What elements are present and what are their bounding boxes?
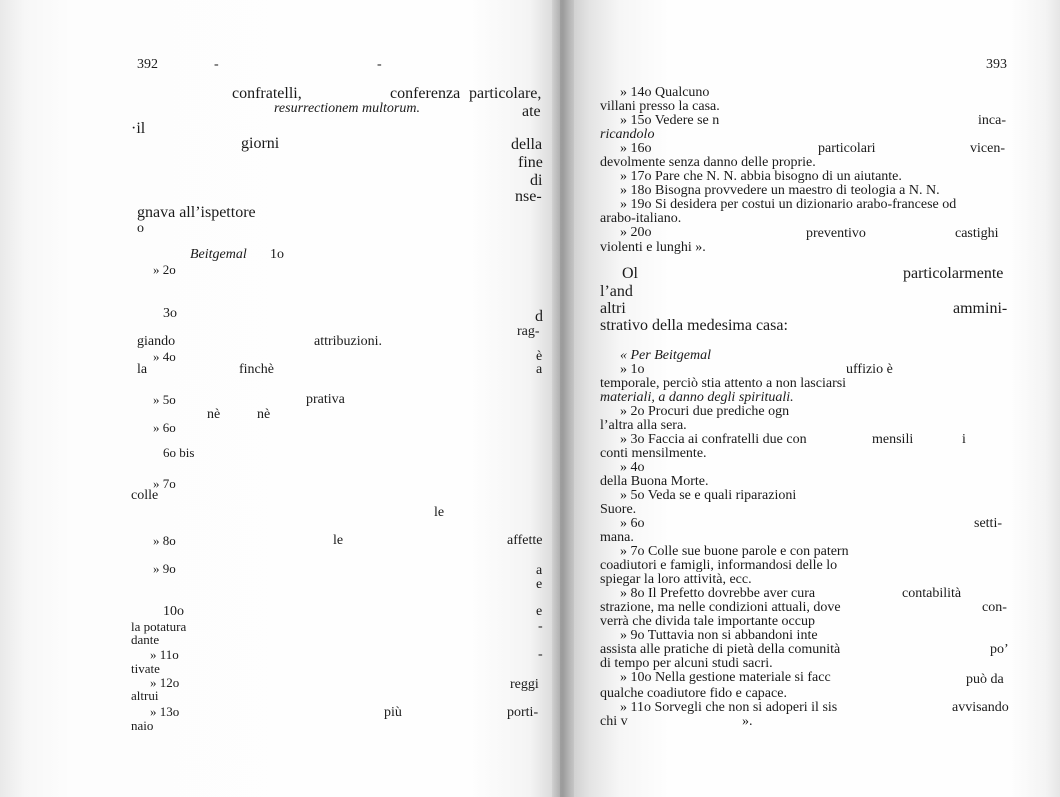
- left-text-line: colle: [131, 488, 159, 503]
- left-text-line: le: [333, 533, 344, 548]
- right-text-line: preventivo: [806, 226, 866, 241]
- left-text-line: prativa: [306, 392, 345, 407]
- right-text-line: strazione, ma nelle condizioni attuali, dove: [600, 600, 841, 615]
- left-text-line: porti-: [507, 705, 539, 720]
- right-text-line: » 8o Il Prefetto dovrebbe aver cura: [620, 586, 816, 601]
- left-text-line: e: [536, 604, 543, 619]
- left-text-line: -: [214, 57, 219, 72]
- left-text-line: la: [137, 362, 148, 377]
- left-text-line: » 8o: [153, 533, 176, 548]
- left-text-line: resurrectionem multorum.: [274, 101, 420, 116]
- left-text-line: altrui: [131, 688, 159, 703]
- right-text-line: » 18o Bisogna provvedere un maestro di teologia a N. N.: [620, 183, 940, 198]
- gutter-shadow: [552, 0, 574, 797]
- left-text-line: ·il: [131, 120, 146, 137]
- right-text-line: della Buona Morte.: [600, 474, 709, 489]
- right-text-line: violenti e lunghi ».: [600, 240, 706, 255]
- left-text-line: affette: [507, 533, 543, 548]
- right-text-line: temporale, perciò stia attento a non lasciarsi: [600, 376, 847, 391]
- right-text-line: » 17o Pare che N. N. abbia bisogno di un aiutante.: [620, 169, 902, 184]
- right-text-line: » 2o Procuri due prediche ogn: [620, 404, 790, 419]
- left-text-line: -: [538, 647, 543, 662]
- left-text-line: -: [538, 619, 543, 634]
- right-text-line: di tempo per alcuni studi sacri.: [600, 656, 773, 671]
- right-text-line: altri: [600, 300, 626, 317]
- right-text-line: verrà che divida tale importante occup: [600, 614, 815, 629]
- left-text-line: rag-: [517, 324, 540, 339]
- left-text-line: tivate: [131, 661, 160, 676]
- right-text-line: contabilità: [902, 586, 962, 601]
- left-text-line: a: [536, 362, 543, 377]
- left-text-line: è: [536, 349, 543, 364]
- right-text-line: può da: [966, 672, 1004, 687]
- right-text-line: devolmente senza danno delle proprie.: [600, 155, 816, 170]
- right-text-line: ricandolo: [600, 127, 655, 142]
- right-text-line: » 14o Qualcuno: [620, 85, 710, 100]
- right-text-line: » 5o Veda se e quali riparazioni: [620, 488, 797, 503]
- right-text-line: i: [962, 432, 966, 447]
- left-text-line: di: [530, 172, 543, 189]
- right-text-line: materiali, a danno degli spirituali.: [600, 390, 794, 405]
- right-text-line: mensili: [872, 432, 914, 447]
- left-text-line: più: [384, 705, 402, 720]
- right-text-line: » 10o Nella gestione materiale si facc: [620, 670, 831, 685]
- right-text-line: l’and: [600, 283, 633, 300]
- right-text-line: mana.: [600, 530, 634, 545]
- right-text-line: uffizio è: [846, 362, 893, 377]
- right-text-line: particolarmente: [903, 265, 1004, 282]
- left-text-line: 3o: [163, 306, 177, 321]
- left-text-line: » 11o: [150, 647, 179, 662]
- left-text-line: naio: [131, 718, 154, 733]
- right-text-line: Ol: [622, 265, 638, 282]
- right-text-line: ».: [742, 714, 753, 729]
- right-text-line: » 1o: [620, 362, 645, 377]
- left-text-line: ate: [522, 103, 541, 120]
- right-text-line: » 7o Colle sue buone parole e con patern: [620, 544, 849, 559]
- right-text-line: l’altra alla sera.: [600, 418, 687, 433]
- right-text-line: avvisando: [952, 700, 1009, 715]
- right-text-line: particolari: [818, 141, 876, 156]
- left-text-line: 10o: [163, 604, 184, 619]
- right-text-line: » 4o: [620, 460, 645, 475]
- right-text-line: strativo della medesima casa:: [600, 317, 788, 334]
- right-text-line: villani presso la casa.: [600, 99, 720, 114]
- left-text-line: a: [536, 563, 543, 578]
- left-text-line: la potatura: [131, 619, 187, 634]
- left-text-line: nse-: [515, 188, 542, 205]
- left-text-line: 6o bis: [163, 445, 195, 460]
- right-text-line: » 20o: [620, 225, 652, 240]
- left-text-line: o: [137, 221, 144, 236]
- right-text-line: spiegar la loro attività, ecc.: [600, 572, 752, 587]
- left-text-line: particolare,: [469, 85, 542, 102]
- left-text-line: nè: [207, 407, 221, 422]
- right-text-line: qualche coadiutore fido e capace.: [600, 686, 787, 701]
- left-text-line: attribuzioni.: [314, 334, 383, 349]
- right-text-line: ammini-: [953, 300, 1008, 317]
- right-text-line: assista alle pratiche di pietà della comunità: [600, 642, 841, 657]
- left-text-line: » 9o: [153, 561, 176, 576]
- left-page-number: 392: [137, 57, 158, 72]
- right-text-line: con-: [982, 600, 1007, 615]
- right-text-line: « Per Beitgemal: [620, 348, 711, 363]
- left-text-line: » 13o: [150, 704, 180, 719]
- right-text-line: conti mensilmente.: [600, 446, 707, 461]
- right-text-line: » 15o Vedere se n: [620, 113, 720, 128]
- left-text-line: » 4o: [153, 349, 176, 364]
- left-text-line: -: [377, 57, 382, 72]
- right-text-line: arabo-italiano.: [600, 211, 682, 226]
- right-page-number: 393: [986, 57, 1007, 72]
- left-text-line: reggi: [510, 677, 539, 692]
- left-text-line: » 7o: [153, 476, 176, 491]
- left-text-line: d: [535, 308, 543, 325]
- left-text-line: gnava all’ispettore: [137, 204, 256, 221]
- right-text-line: setti-: [974, 516, 1002, 531]
- left-text-line: fine: [518, 154, 543, 171]
- left-text-line: e: [536, 577, 543, 592]
- left-text-line: giando: [137, 334, 176, 349]
- left-text-line: » 6o: [153, 420, 176, 435]
- left-text-line: giorni: [241, 135, 280, 152]
- left-text-line: le: [434, 505, 445, 520]
- left-text-line: dante: [131, 632, 160, 647]
- right-text-line: castighi: [955, 226, 999, 241]
- right-text-line: coadiutori e famigli, informandosi delle lo: [600, 558, 838, 573]
- left-text-line: confratelli,: [232, 85, 302, 102]
- right-text-line: » 19o Si desidera per costui un dizionario arabo-francese od: [620, 197, 957, 212]
- left-text-line: » 12o: [150, 675, 180, 690]
- right-text-line: Suore.: [600, 502, 637, 517]
- right-text-line: inca-: [978, 113, 1006, 128]
- right-text-line: po’: [990, 642, 1009, 657]
- left-text-line: della: [511, 136, 543, 153]
- right-text-line: » 11o Sorvegli che non si adoperi il sis: [620, 700, 838, 715]
- right-text-line: chi v: [600, 714, 628, 729]
- left-text-line: finchè: [239, 362, 274, 377]
- left-text-line: conferenza: [390, 85, 461, 102]
- left-text-line: 1o: [270, 247, 284, 262]
- left-text-line: nè: [257, 407, 271, 422]
- left-text-line: » 2o: [153, 262, 176, 277]
- right-text-line: » 6o: [620, 516, 645, 531]
- left-text-line: Beitgemal: [190, 247, 247, 262]
- right-text-line: » 9o Tuttavia non si abbandoni inte: [620, 628, 818, 643]
- left-text-line: » 5o: [153, 392, 176, 407]
- right-text-line: » 3o Faccia ai confratelli due con: [620, 432, 807, 447]
- right-text-line: vicen-: [970, 141, 1005, 156]
- right-text-line: » 16o: [620, 141, 652, 156]
